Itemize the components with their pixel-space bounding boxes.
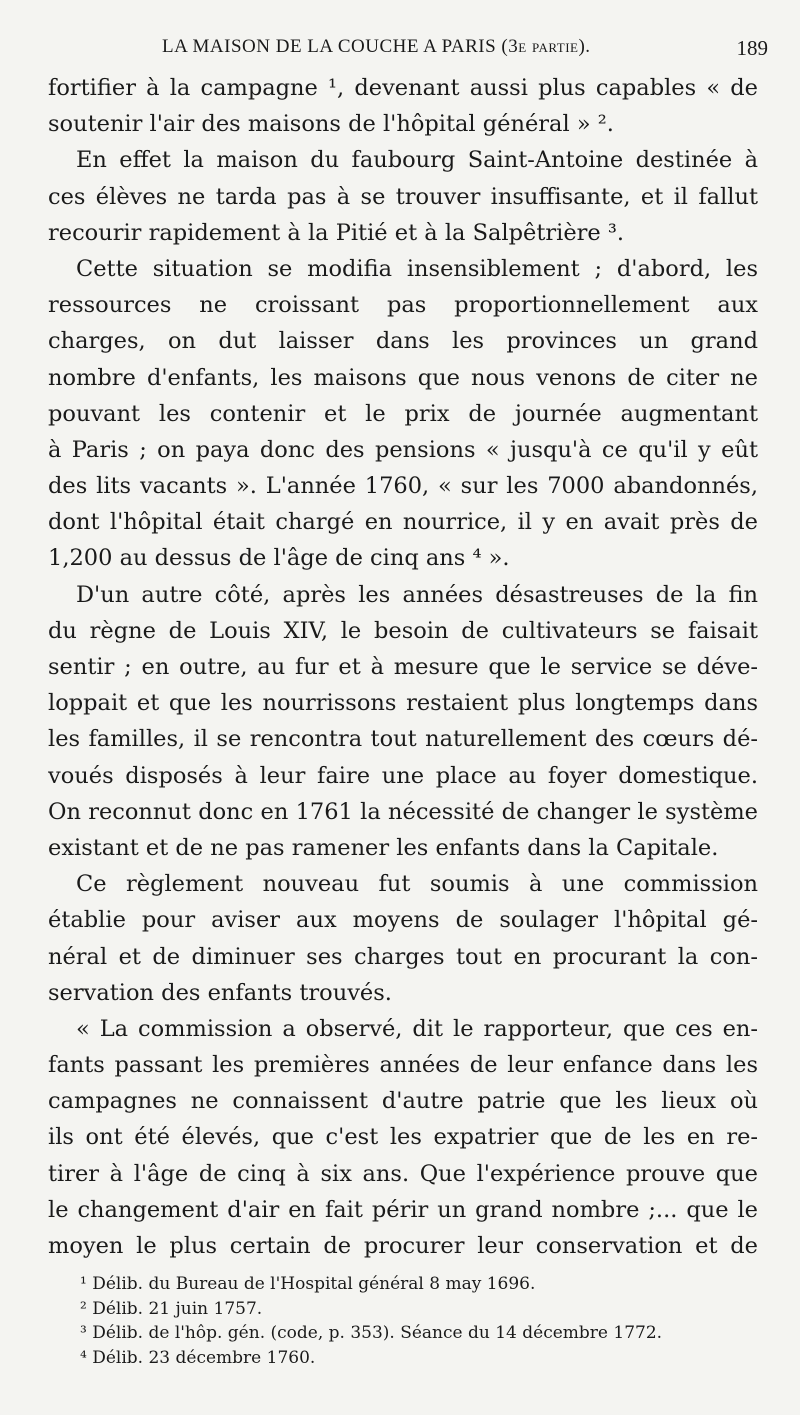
footnote: ⁴ Délib. 23 décembre 1760. xyxy=(80,1347,316,1368)
text-line: 1,200 au dessus de l'âge de cinq ans ⁴ ». xyxy=(48,545,510,572)
footnote: ² Délib. 21 juin 1757. xyxy=(80,1298,263,1319)
text-line: tirer à l'âge de cinq à six ans. Que l'expérience prouve que xyxy=(48,1160,758,1187)
text-line: ressources ne croissant pas proportionnellement aux xyxy=(48,292,758,319)
footnote: ¹ Délib. du Bureau de l'Hospital général 8 may 1696. xyxy=(80,1274,536,1294)
footnotes xyxy=(80,1272,770,1370)
page-number: 189 xyxy=(736,36,768,60)
text-line: recourir rapidement à la Pitié et à la Salpêtrière ³. xyxy=(48,219,625,246)
text-line: fortifier à la campagne ¹, devenant aussi plus capables « de xyxy=(48,75,758,101)
text-line: sentir ; en outre, au fur et à mesure que le service se déve- xyxy=(48,654,758,680)
text-line: établie pour aviser aux moyens de soulager l'hôpital gé- xyxy=(48,907,758,934)
text-line: Ce règlement nouveau fut soumis à une commission xyxy=(76,871,758,898)
text-line: « La commission a observé, dit le rapporteur, que ces en- xyxy=(76,1015,758,1042)
text-line: fants passant les premières années de leur enfance dans les xyxy=(48,1052,758,1079)
page-header xyxy=(0,36,800,62)
text-line: à Paris ; on paya donc des pensions « jusqu'à ce qu'il y eût xyxy=(48,436,758,463)
text-line: En effet la maison du faubourg Saint-Antoine destinée à xyxy=(76,147,758,174)
text-line: ils ont été élevés, que c'est les expatrier que de les en re- xyxy=(48,1124,758,1151)
text-line: néral et de diminuer ses charges tout en procurant la con- xyxy=(48,943,758,970)
body-text xyxy=(48,70,758,1264)
text-line: voués disposés à leur faire une place au foyer domestique. xyxy=(48,762,758,789)
text-line: Cette situation se modifia insensiblement ; d'abord, les xyxy=(76,255,758,282)
text-line: servation des enfants trouvés. xyxy=(48,979,392,1006)
text-line: du règne de Louis XIV, le besoin de cultivateurs se faisait xyxy=(48,617,758,644)
text-line: soutenir l'air des maisons de l'hôpital général » ². xyxy=(48,111,614,138)
text-line: nombre d'enfants, les maisons que nous venons de citer ne xyxy=(48,364,758,391)
text-line: campagnes ne connaissent d'autre patrie que les lieux où xyxy=(48,1088,758,1115)
footnote: ³ Délib. de l'hôp. gén. (code, p. 353). Séance du 14 décembre 1772. xyxy=(80,1323,663,1343)
text-line: dont l'hôpital était chargé en nourrice, il y en avait près de xyxy=(48,509,758,536)
text-line: loppait et que les nourrissons restaient plus longtemps dans xyxy=(48,690,758,717)
text-line: des lits vacants ». L'année 1760, « sur les 7000 abandonnés, xyxy=(48,473,758,500)
text-line: charges, on dut laisser dans les provinces un grand xyxy=(48,328,758,355)
text-line: existant et de ne pas ramener les enfants dans la Capitale. xyxy=(48,834,719,861)
text-line: pouvant les contenir et le prix de journée augmentant xyxy=(48,400,758,427)
text-line: On reconnut donc en 1761 la nécessité de changer le système xyxy=(48,798,758,825)
text-line: ces élèves ne tarda pas à se trouver insuffisante, et il fallut xyxy=(48,183,758,210)
text-line: D'un autre côté, après les années désastreuses de la fin xyxy=(76,581,758,608)
running-head: LA MAISON DE LA COUCHE A PARIS (3e partie). xyxy=(162,36,591,57)
text-line: moyen le plus certain de procurer leur conservation et de xyxy=(48,1233,758,1259)
text-line: les familles, il se rencontra tout naturellement des cœurs dé- xyxy=(48,726,758,753)
text-line: le changement d'air en fait périr un grand nombre ;... que le xyxy=(48,1196,758,1223)
